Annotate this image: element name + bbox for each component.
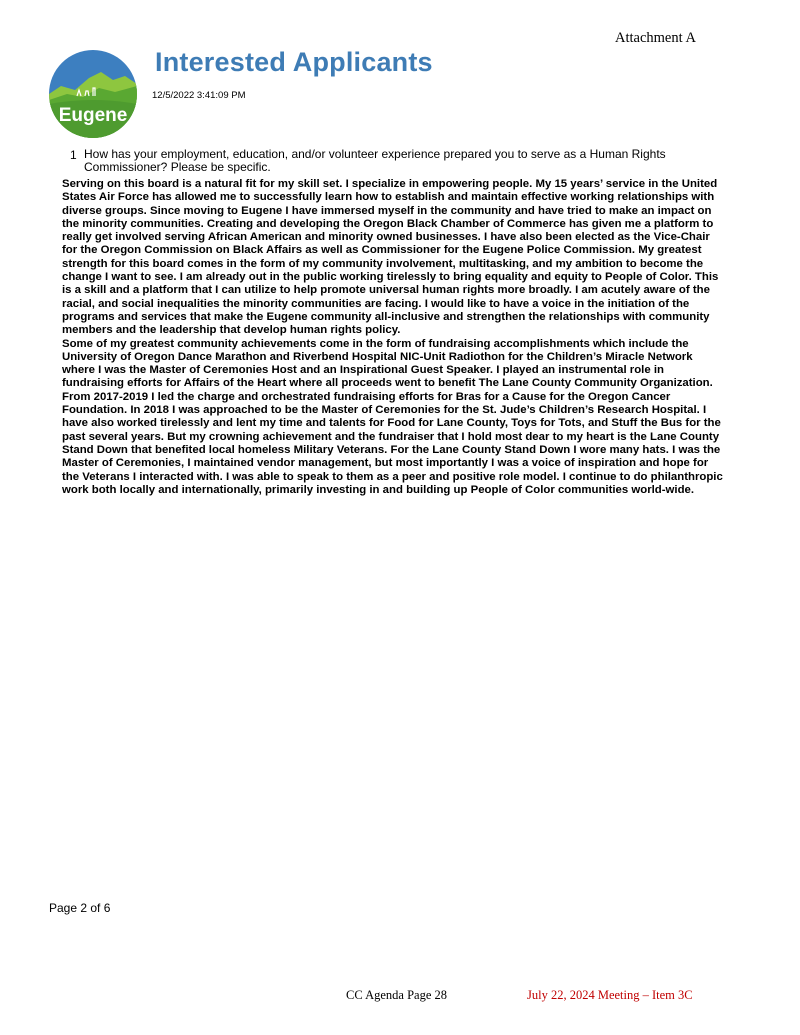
answer-paragraph: Serving on this board is a natural fit for my skill set. I specialize in empowering people. My 15 years’ service in the United States Air Force has allowed me to successfully learn how to establish and maintain effective working relationships with diverse groups. Since moving to Eugene I have immersed myself in the community and have tried to make an impact on the minority communities. Creating and developing the Oregon Black Chamber of Commerce has given me a platform to really get involved serving African American and minority owned businesses. I have also been elected as the Vice-Chair for the Oregon Commission on Black Affairs as well as Commissioner for the Eugene Police Commission. My greatest strength for this board comes in the form of my community involvement, multitasking, and my ambition to become the change I want to see. I am already out in the public working tirelessly to bring equality and equity to People of Color. This is a skill and a platform that I can utilize to help promote universal human rights more broadly. I am acutely aware of the racial, and social inequalities the minority communities are facing. I would like to have a voice in the initiation of the programs and services that make the Eugene community all-inclusive and strengthen the relationships with community members and the leadership that develop human rights policy. [62,178,719,337]
attachment-label: Attachment A [615,30,696,46]
timestamp: 12/5/2022 3:41:09 PM [152,90,246,101]
answer-paragraph: Some of my greatest community achievements come in the form of fundraising accomplishments which include the University of Oregon Dance Marathon and Riverbend Hospital NIC-Unit Radiothon for the Children’s Miracle Network where I was the Master of Ceremonies Host and an Inspirational Guest Speaker. I played an instrumental role in fundraising efforts for Affairs of the Heart where all proceeds went to benefit The Lane County Community Organization. From 2017-2019 I led the charge and orchestrated fundraising efforts for Bras for a Cause for the Oregon Cancer Foundation. In 2018 I was approached to be the Master of Ceremonies for the St. Jude’s Children’s Research Hospital. I have also worked tirelessly and lent my time and talents for Food for Lane County, Toys for Tots, and Stuff the Bus for the past several years. But my crowning achievement and the fundraiser that I hold most dear to my heart is the Lane County Stand Down that benefited local homeless Military Veterans. For the Lane County Stand Down I wore many hats. I was the Master of Ceremonies, I maintained vendor management, but most importantly I was a voice of inspiration and hope for the Veterans I interacted with. I was able to speak to them as a peer and positive role model. I continue to do philanthropic work both locally and internationally, primarily investing in and building up People of Color communities world-wide. [62,337,723,496]
page-title: Interested Applicants [155,47,433,77]
logo-text: Eugene [58,105,128,126]
answer-text [62,178,727,497]
question-text: How has your employment, education, and/or volunteer experience prepared you to serve as a Human Rights Commissioner? Please be specific. [84,147,666,174]
page-number: Page 2 of 6 [49,901,111,915]
eugene-logo [49,50,137,138]
meeting-item: July 22, 2024 Meeting – Item 3C [527,988,693,1002]
agenda-page: CC Agenda Page 28 [346,988,448,1002]
question-number: 1 [70,148,77,162]
